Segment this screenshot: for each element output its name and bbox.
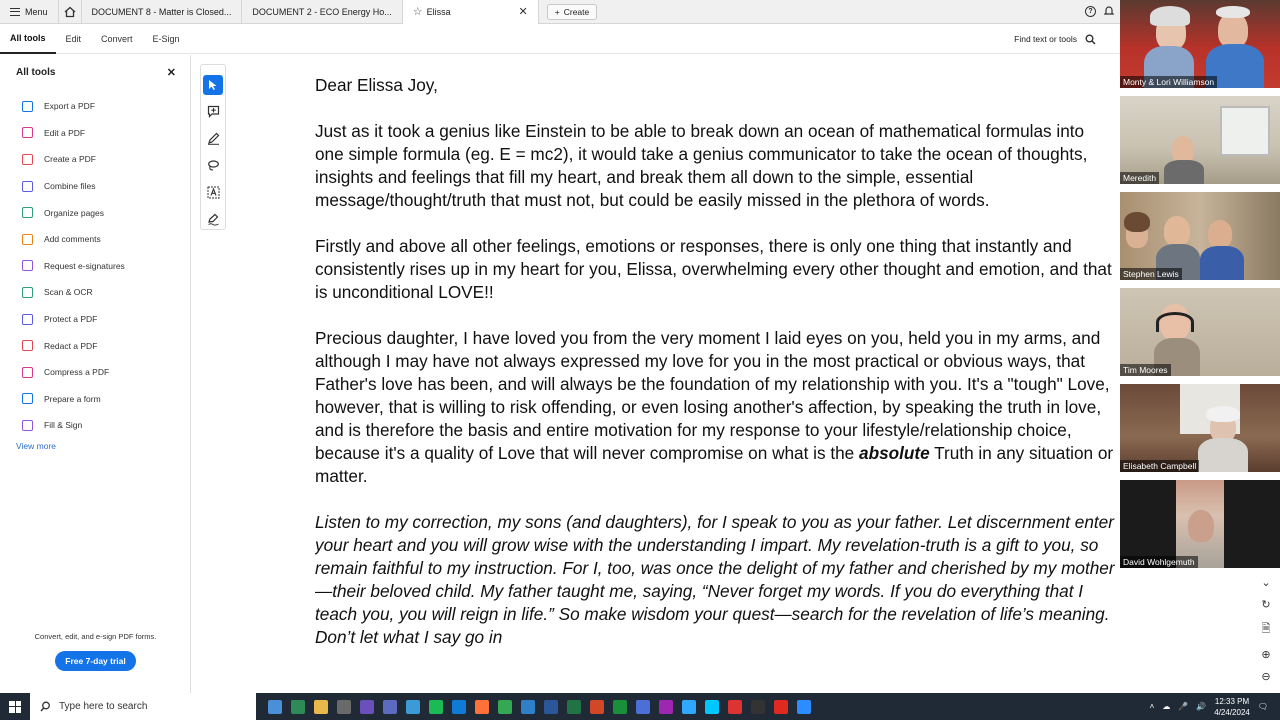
tab-label: DOCUMENT 2 - ECO Energy Ho... <box>252 6 392 17</box>
participant-name: Monty & Lori Williamson <box>1120 76 1217 88</box>
taskbar-app-icon[interactable] <box>682 700 696 714</box>
paragraph-3-text-end: Truth in any situation or matter. <box>315 443 1114 486</box>
chevron-down-icon[interactable]: ⌄ <box>1261 577 1271 589</box>
tool-icon <box>22 367 33 378</box>
search-icon <box>40 701 51 712</box>
taskbar-app-icon[interactable] <box>590 700 604 714</box>
taskbar-app-icon[interactable] <box>406 700 420 714</box>
video-tile[interactable] <box>1120 0 1280 88</box>
tool-item[interactable] <box>0 146 190 173</box>
speaker-icon[interactable]: 🔊 <box>1196 702 1207 711</box>
panel-footer-text: Convert, edit, and e-sign PDF forms. <box>34 632 157 641</box>
windows-taskbar <box>0 693 1280 720</box>
taskbar-app-icon[interactable] <box>705 700 719 714</box>
hamburger-icon <box>10 8 20 16</box>
participant-name: Tim Moores <box>1120 364 1171 376</box>
taskbar-app-icon[interactable] <box>774 700 788 714</box>
tool-label: Add comments <box>44 234 101 245</box>
taskbar-search-box[interactable] <box>30 693 256 720</box>
tool-item[interactable] <box>0 359 190 386</box>
toolbar-convert[interactable]: Convert <box>101 34 133 44</box>
help-icon[interactable]: ? <box>1085 6 1096 17</box>
tool-label: Export a PDF <box>44 101 96 112</box>
find-label: Find text or tools <box>1014 34 1077 44</box>
tool-icon <box>22 260 33 271</box>
taskbar-app-icon[interactable] <box>291 700 305 714</box>
taskbar-app-icon[interactable] <box>659 700 673 714</box>
search-icon <box>1085 34 1096 45</box>
create-label: Create <box>563 6 590 17</box>
taskbar-app-icon[interactable] <box>429 700 443 714</box>
tools-toolbar <box>0 25 1120 54</box>
tool-label: Combine files <box>44 181 96 192</box>
tool-item[interactable] <box>0 386 190 413</box>
tool-icon <box>22 393 33 404</box>
letter-scripture-quote: Listen to my correction, my sons (and daughters), for I speak to you as your father. Let discernment enter your heart and you will grow wise with the understanding I impart. My revelation-truth is a gift to you, so remain faithful to my instruction. For I, too, was once the delight of my father and cherished by my mother—their beloved child. My father taught me, saying, “Never forget my words. If you do everything that I teach you, you will reign in life.” So make wisdom your quest—search for the revelation of life’s meaning. Don’t let what I say go in <box>315 512 1115 647</box>
participant-name: Stephen Lewis <box>1120 268 1182 280</box>
tool-label: Redact a PDF <box>44 340 98 351</box>
tool-item[interactable] <box>0 332 190 359</box>
taskbar-app-icon[interactable] <box>498 700 512 714</box>
page-icon[interactable]: 🗎 <box>1261 623 1271 635</box>
system-tray <box>1150 696 1280 718</box>
tool-item[interactable] <box>0 199 190 226</box>
tool-item[interactable] <box>0 253 190 280</box>
taskbar-app-icon[interactable] <box>268 700 282 714</box>
tool-item[interactable] <box>0 120 190 147</box>
refresh-icon[interactable]: ↻ <box>1261 599 1271 611</box>
taskbar-apps <box>268 700 811 714</box>
microphone-icon[interactable]: 🎤 <box>1178 702 1189 711</box>
tool-label: Prepare a form <box>44 393 101 404</box>
tool-icon <box>22 127 33 138</box>
taskbar-app-icon[interactable] <box>337 700 351 714</box>
text-box-tool-icon[interactable] <box>203 182 223 202</box>
tool-label: Create a PDF <box>44 154 96 165</box>
chevron-up-icon[interactable]: ˄ <box>1149 702 1155 711</box>
video-tile[interactable] <box>1120 384 1280 472</box>
tool-item[interactable] <box>0 279 190 306</box>
participant-name: David Wohlgemuth <box>1120 556 1198 568</box>
taskbar-clock[interactable] <box>1214 696 1250 718</box>
video-tile[interactable] <box>1120 480 1280 568</box>
menu-label: Menu <box>25 6 48 17</box>
letter-paragraph-1: Just as it took a genius like Einstein to be able to break down an ocean of mathematical formulas into one simple formula (eg. E = mc2), it would take a genius communicator to take the ocean of thoughts, insights and feelings that fill my heart, and break them all down to the simple, essential message/thought/truth that must not, but could be easily missed in the plethora of words. <box>315 121 1088 210</box>
tool-label: Scan & OCR <box>44 287 93 298</box>
video-tile[interactable] <box>1120 288 1280 376</box>
clock-date: 4/24/2024 <box>1214 707 1250 717</box>
toolbar-all-tools[interactable]: All tools <box>0 25 56 54</box>
tool-label: Edit a PDF <box>44 127 86 138</box>
tool-icon <box>22 207 33 218</box>
close-panel-icon[interactable]: ✕ <box>166 67 176 79</box>
tool-icon <box>22 181 33 192</box>
letter-paragraph-3 <box>315 327 1115 488</box>
tool-label: Organize pages <box>44 207 105 218</box>
taskbar-app-icon[interactable] <box>728 700 742 714</box>
windows-start-icon[interactable] <box>0 693 30 720</box>
annotation-toolstrip <box>200 64 226 230</box>
zoom-out-icon[interactable]: ⊖ <box>1261 671 1271 683</box>
letter-salutation: Dear Elissa Joy, <box>315 75 438 95</box>
taskbar-app-icon[interactable] <box>751 700 765 714</box>
tool-item[interactable] <box>0 226 190 253</box>
menu-button[interactable] <box>0 0 58 24</box>
tool-icon <box>22 420 33 431</box>
tool-label: Fill & Sign <box>44 420 83 431</box>
tool-icon <box>22 154 33 165</box>
tool-icon <box>22 234 33 245</box>
letter-paragraph-2: Firstly and above all other feelings, emotions or responses, there is only one thing that instantly and consistently rises up in my heart for you, Elissa, overwhelming every other thought and emotion, and that is unconditional LOVE!! <box>315 236 1112 302</box>
tab-bar <box>0 0 1120 24</box>
add-comment-tool-icon[interactable] <box>203 102 223 122</box>
taskbar-app-icon[interactable] <box>360 700 374 714</box>
search-placeholder: Type here to search <box>59 701 148 712</box>
participant-name: Elisabeth Campbell <box>1120 460 1199 472</box>
select-tool-icon[interactable] <box>203 75 223 95</box>
participant-name: Meredith <box>1120 172 1159 184</box>
taskbar-app-icon[interactable] <box>383 700 397 714</box>
draw-freehand-tool-icon[interactable] <box>203 155 223 175</box>
tool-item[interactable] <box>0 306 190 333</box>
create-button[interactable] <box>547 4 597 20</box>
close-tab-icon[interactable]: ✕ <box>518 6 528 18</box>
tool-item[interactable] <box>0 412 190 439</box>
tab-label: DOCUMENT 8 - Matter is Closed... <box>91 6 232 17</box>
paragraph-3-text-start: Precious daughter, I have loved you from the very moment I laid eyes on you, held you in my arms, and although I may have not always expressed my love for you in the most practical or obvious ways, that Father's love has been, and will always be the foundation of my relationship with you. It's a "tough" Love, however, that is willing to risk offending, or even losing another's affection, by speaking the truth in love, and is therefore the basis and entire motivation for my response to your lifestyle/relationship choice, because it's a quality of Love that will never compromise on what is the <box>315 328 1110 463</box>
taskbar-app-icon[interactable] <box>452 700 466 714</box>
taskbar-app-icon[interactable] <box>314 700 328 714</box>
find-tools[interactable] <box>1014 34 1120 45</box>
taskbar-app-icon[interactable] <box>797 700 811 714</box>
zoom-in-icon[interactable]: ⊕ <box>1261 649 1271 661</box>
tab-label: Elissa <box>426 7 451 17</box>
plus-icon: + <box>554 6 560 17</box>
emphasized-word: absolute <box>859 443 930 463</box>
taskbar-app-icon[interactable] <box>636 700 650 714</box>
taskbar-app-icon[interactable] <box>544 700 558 714</box>
notification-icon[interactable]: 🗨 <box>1257 702 1268 711</box>
sign-tool-icon[interactable] <box>203 209 223 229</box>
view-more-link[interactable]: View more <box>16 440 56 451</box>
tool-item[interactable] <box>0 173 190 200</box>
tool-item[interactable] <box>0 93 190 120</box>
tool-icon <box>22 340 33 351</box>
home-icon[interactable] <box>58 0 82 24</box>
video-call-gallery <box>1120 0 1280 570</box>
tab-elissa[interactable] <box>403 0 539 24</box>
tool-icon <box>22 314 33 325</box>
pdf-document-page[interactable] <box>315 74 1115 693</box>
free-trial-button[interactable]: Free 7-day trial <box>55 651 135 671</box>
tab-document-2[interactable] <box>242 0 402 24</box>
star-icon[interactable]: ☆ <box>412 6 423 18</box>
highlight-pen-tool-icon[interactable] <box>203 129 223 149</box>
taskbar-app-icon[interactable] <box>521 700 535 714</box>
all-tools-panel <box>0 55 191 693</box>
tab-document-8[interactable] <box>82 0 243 24</box>
video-tile[interactable] <box>1120 96 1280 184</box>
taskbar-app-icon[interactable] <box>567 700 581 714</box>
tool-label: Request e-signatures <box>44 260 125 271</box>
tool-icon <box>22 101 33 112</box>
toolbar-e-sign[interactable]: E-Sign <box>152 34 180 44</box>
video-tile[interactable] <box>1120 192 1280 280</box>
cloud-icon[interactable]: ☁ <box>1162 702 1171 711</box>
panel-title: All tools <box>16 67 56 78</box>
tool-icon <box>22 287 33 298</box>
bell-icon[interactable] <box>1104 5 1114 18</box>
taskbar-app-icon[interactable] <box>613 700 627 714</box>
tool-label: Compress a PDF <box>44 367 110 378</box>
taskbar-app-icon[interactable] <box>475 700 489 714</box>
clock-time: 12:33 PM <box>1214 696 1250 706</box>
tool-label: Protect a PDF <box>44 314 98 325</box>
tools-list <box>0 93 190 439</box>
right-side-controls <box>1252 570 1280 693</box>
toolbar-edit[interactable]: Edit <box>65 34 82 44</box>
